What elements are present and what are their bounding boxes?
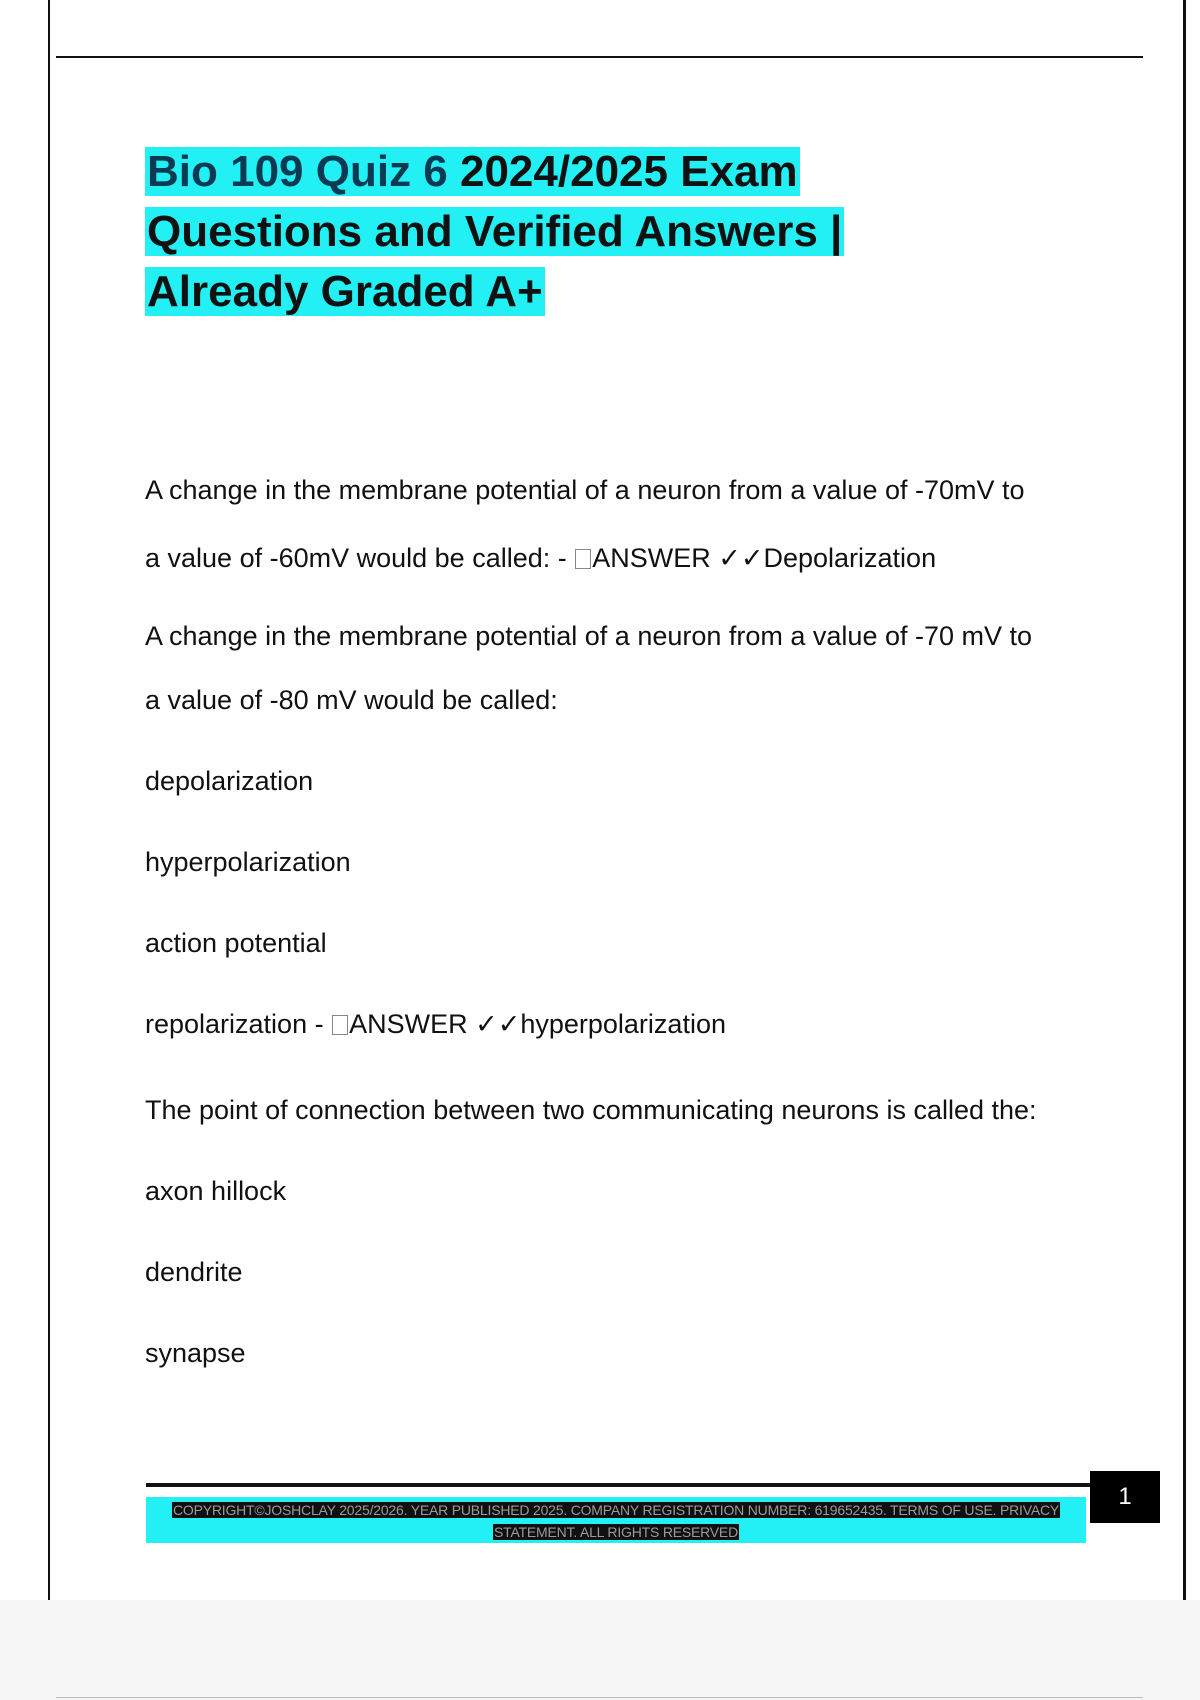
quiz-content (145, 470, 1105, 1373)
page-number: 1 (1090, 1471, 1160, 1523)
right-border-line (1183, 0, 1186, 1600)
question-2-answer: ANSWER ✓✓hyperpolarization (349, 1009, 726, 1039)
question-2-option: hyperpolarization (145, 847, 351, 877)
missing-glyph-icon (575, 549, 591, 569)
next-page-rule (56, 1697, 1143, 1698)
question-2-text: A change in the membrane potential of a neuron from a value of -70 mV to (145, 621, 1033, 651)
document-title (145, 142, 965, 322)
question-1-text: A change in the membrane potential of a neuron from a value of -70mV to (145, 475, 1025, 505)
header-rule (56, 56, 1143, 58)
title-year: 2024/2025 Exam (447, 147, 798, 196)
copyright-notice (146, 1499, 1086, 1543)
title-line-3: Already Graded A+ (147, 267, 543, 316)
missing-glyph-icon (332, 1015, 348, 1035)
question-3-option: synapse (145, 1338, 246, 1368)
question-2-answer-line: repolarization - ANSWER ✓✓hyperpolarization (145, 1009, 726, 1039)
question-2-option: action potential (145, 928, 327, 958)
question-3-option: axon hillock (145, 1176, 287, 1206)
question-3-text: The point of connection between two communicating neurons is called the: (145, 1095, 1037, 1125)
copyright-line-2: STATEMENT. ALL RIGHTS RESERVED (494, 1524, 738, 1540)
question-1-answer: ANSWER ✓✓Depolarization (592, 543, 937, 573)
footer-rule (146, 1483, 1091, 1487)
left-border-line (48, 0, 50, 1600)
question-1-answer-line: a value of -60mV would be called: - ANSWER ✓✓Depolarization (145, 543, 937, 573)
title-course: Bio 109 Quiz 6 (147, 147, 448, 196)
copyright-line-1: COPYRIGHT©JOSHCLAY 2025/2026. YEAR PUBLISHED 2025. COMPANY REGISTRATION NUMBER: 619652435. TERMS OF USE. PRIVACY (172, 1502, 1060, 1518)
question-2-option: depolarization (145, 766, 314, 796)
title-line-2: Questions and Verified Answers | (147, 207, 843, 256)
question-3-option: dendrite (145, 1257, 243, 1287)
question-2-text-cont: a value of -80 mV would be called: (145, 685, 558, 715)
